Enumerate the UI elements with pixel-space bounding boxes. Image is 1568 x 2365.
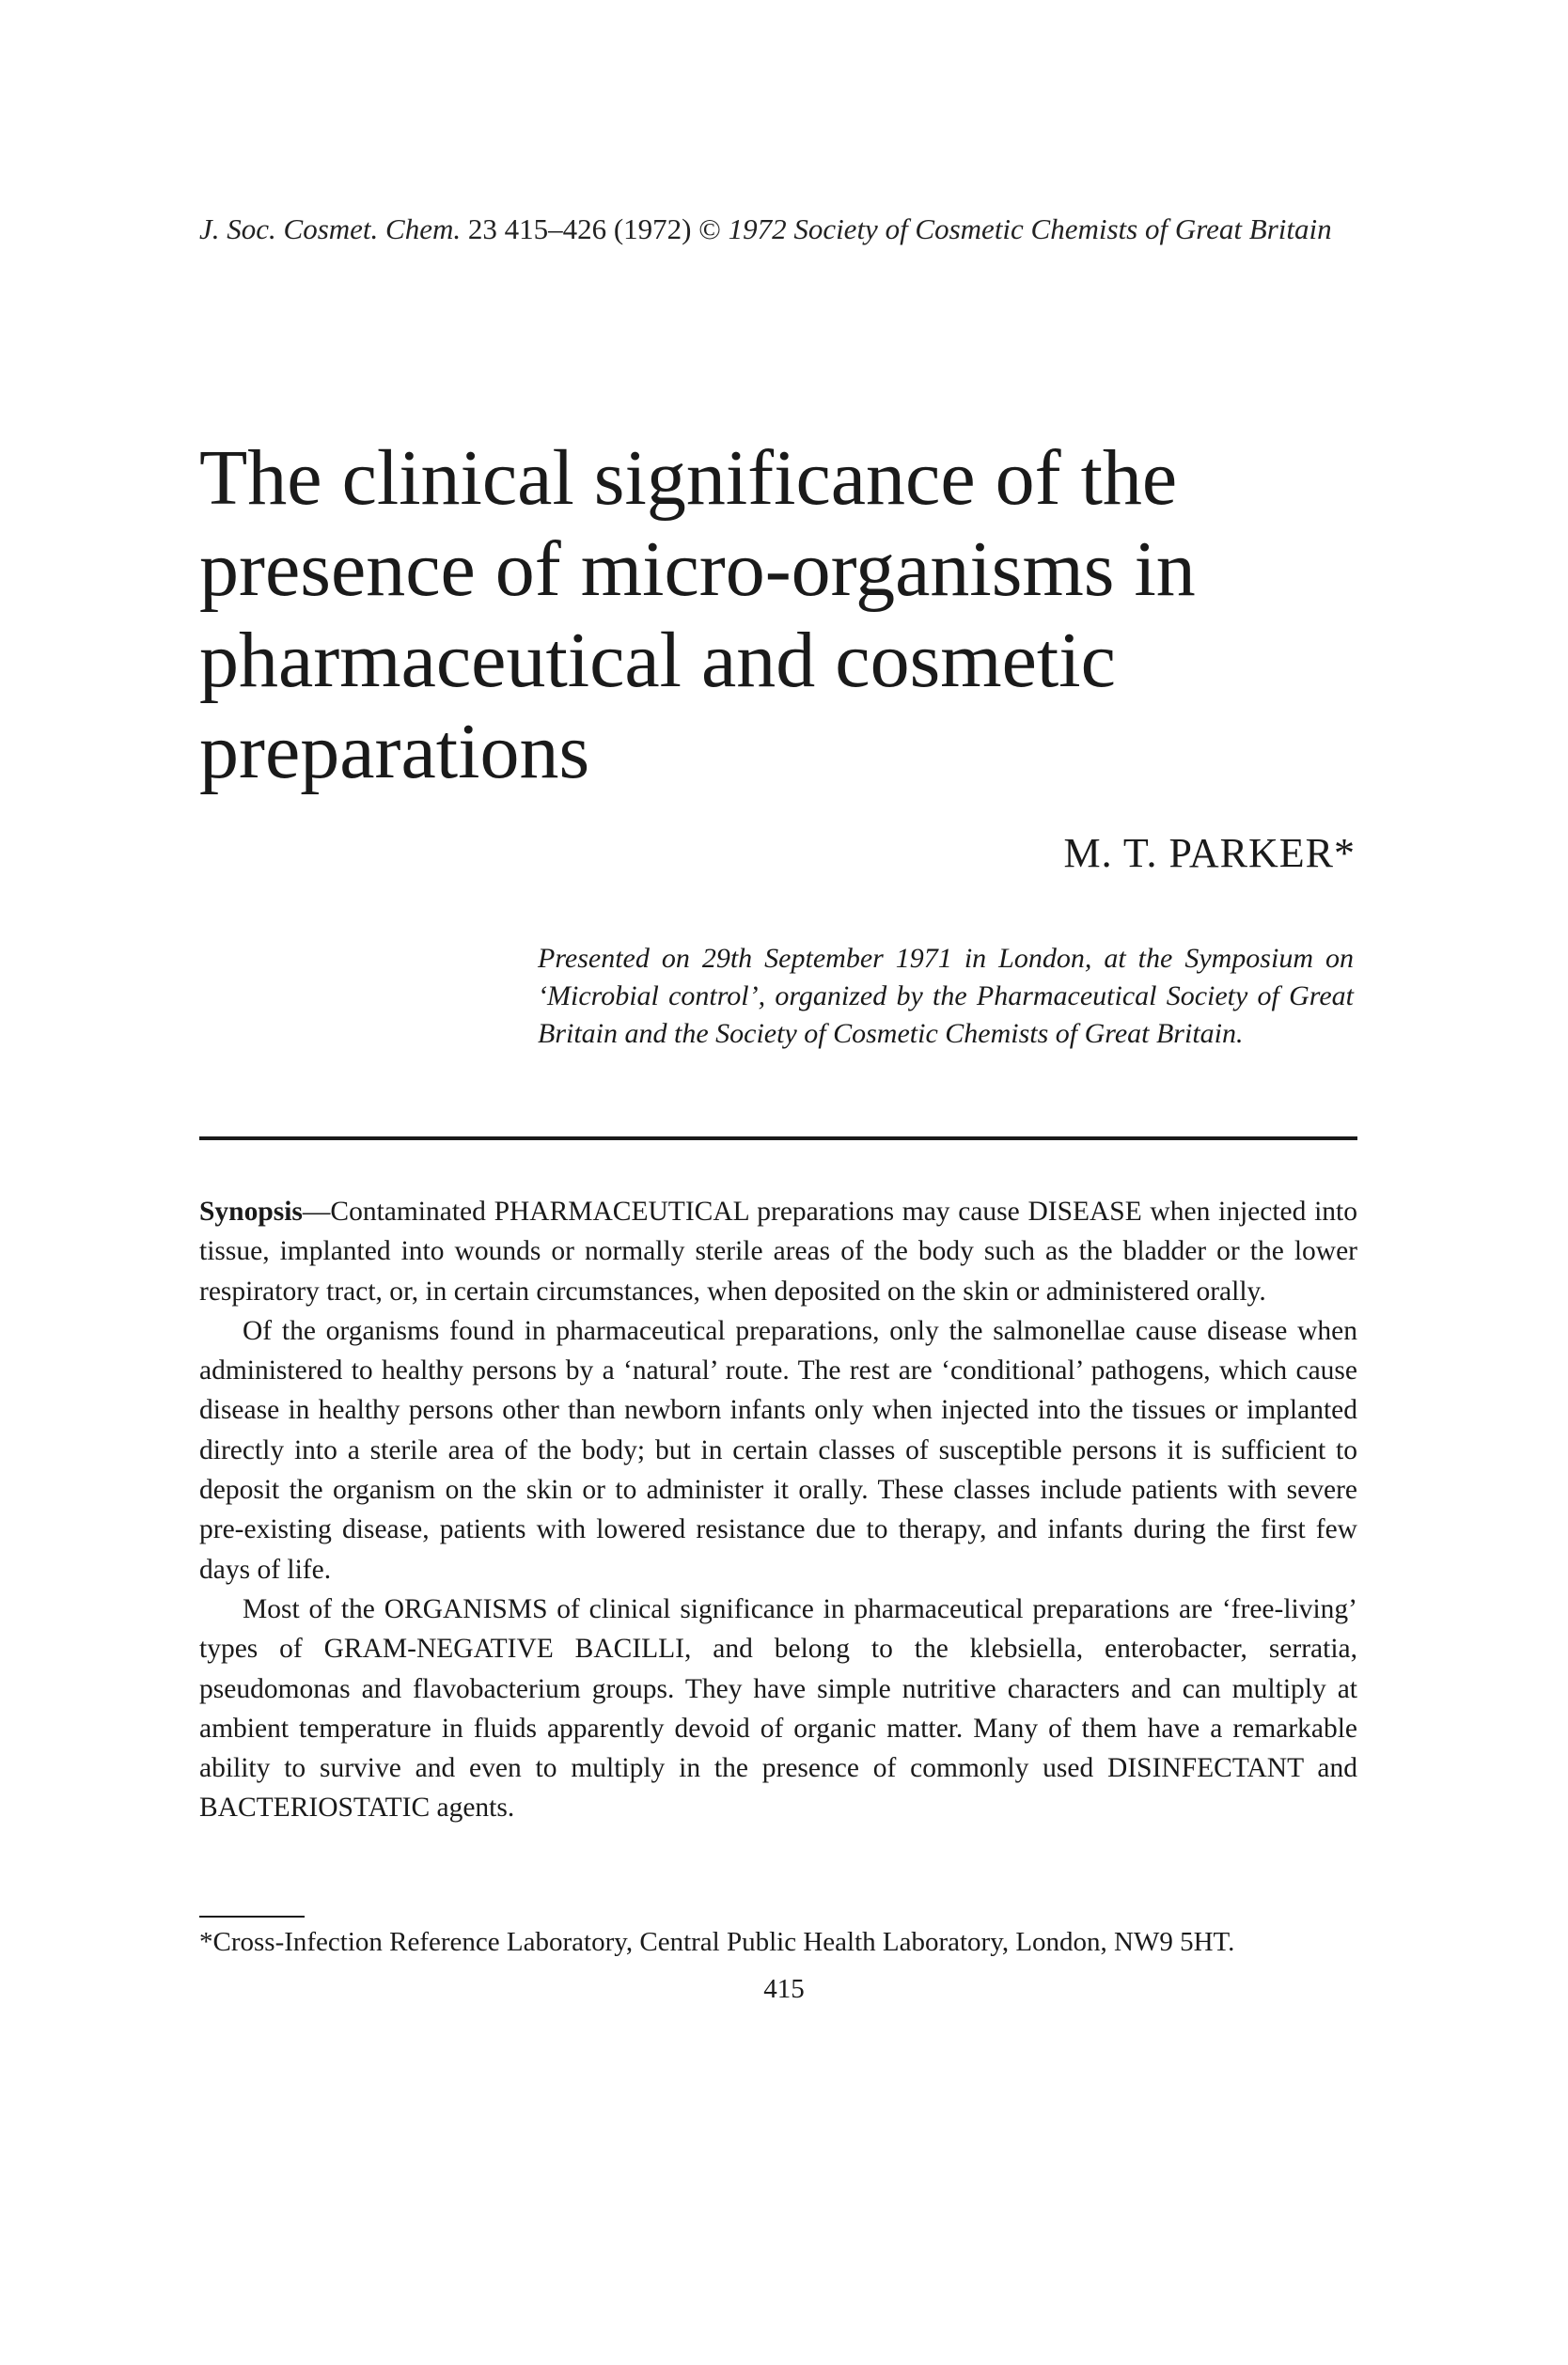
journal-header [199,212,1365,246]
title-line: preparations [199,708,590,795]
author-affiliation-footnote: *Cross-Infection Reference Laboratory, Central Public Health Laboratory, London, NW9 5HT. [199,1927,1235,1957]
presentation-note: Presented on 29th September 1971 in London, at the Symposium on ‘Microbial control’, organized by the Pharmaceutical Society of Great Britain and the Society of Cosmetic Chemists of Great Britain. [538,943,1354,1049]
page-number: 415 [763,1974,805,2004]
article-title [199,432,1421,797]
synopsis-section [199,1192,1357,1828]
title-line: pharmaceutical and cosmetic [199,617,1116,704]
synopsis-paragraph-1-text: —Contaminated PHARMACEUTICAL preparations may cause DISEASE when injected into tissue, implanted into wounds or normally sterile areas of the body such as the bladder or the lower respiratory tract, or, in certain circumstances, when deposited on the skin or administered orally. [199,1197,1357,1307]
title-line: The clinical significance of the [199,434,1178,522]
author-name: M. T. PARKER* [1063,830,1356,876]
synopsis-paragraph-2: Of the organisms found in pharmaceutical preparations, only the salmonellae cause disease when administered to healthy persons by a ‘natural’ route. The rest are ‘conditional’ pathogens, which cause disease in healthy persons other than newborn infants only when injected into the tissues or implanted directly into a sterile area of the body; but in certain classes of susceptible persons it is sufficient to deposit the organism on the skin or to administer it orally. These classes include patients with severe pre-existing disease, patients with lowered resistance due to therapy, and infants during the first few days of life. [199,1315,1357,1585]
copyright-text: 1972 Society of Cosmetic Chemists of Great Britain [728,212,1332,245]
journal-citation: 23 415–426 (1972) [467,212,692,245]
copyright-symbol: © [698,212,721,245]
synopsis-label: Synopsis [199,1197,303,1227]
footnote-divider [199,1916,305,1918]
journal-abbrev: J. Soc. Cosmet. Chem. [199,212,462,245]
synopsis-paragraph-3: Most of the ORGANISMS of clinical significance in pharmaceutical preparations are ‘free-living’ types of GRAM-NEGATIVE BACILLI, and belong to the klebsiella, enterobacter, serratia, pseudomonas and flavobacterium groups. They have simple nutritive characters and can multiply at ambient temperature in fluids apparently devoid of organic matter. Many of them have a remarkable ability to survive and even to multiply in the presence of commonly used DISINFECTANT and BACTERIOSTATIC agents. [199,1593,1357,1824]
title-line: presence of micro-organisms in [199,525,1196,613]
section-divider [199,1136,1357,1140]
synopsis-paragraph [199,1192,1357,1311]
